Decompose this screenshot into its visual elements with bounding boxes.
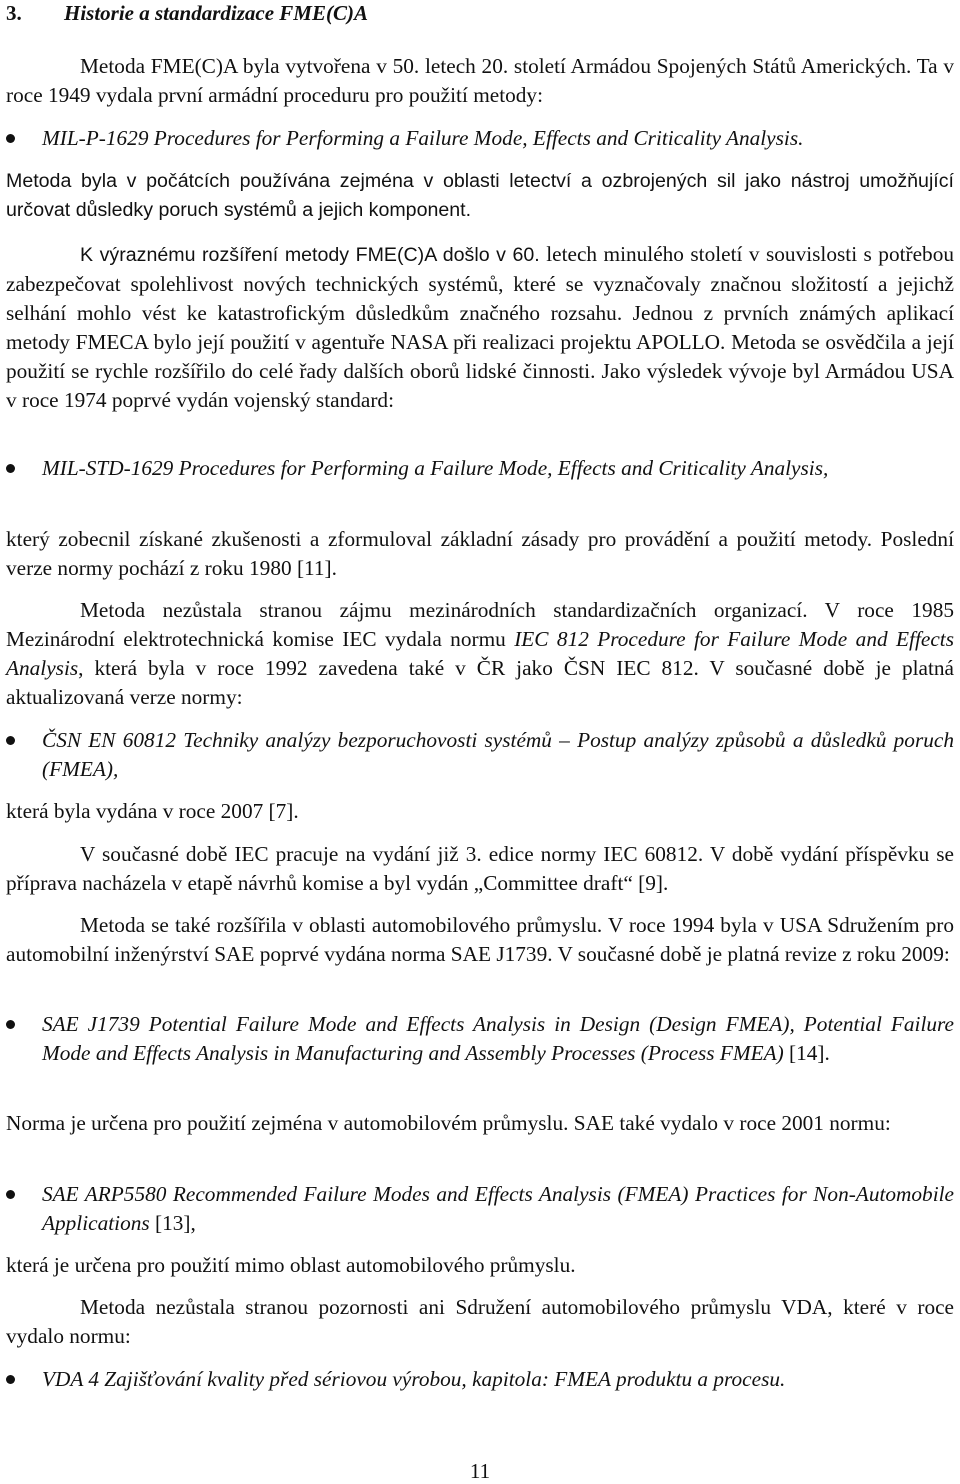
paragraph-expansion: [6, 240, 954, 415]
paragraph-iec-tail: , která byla v roce 1992 zavedena také v ČR jako ČSN IEC 812. V současné době je platná aktualizovaná verze normy:: [6, 656, 954, 709]
bullet-dot-icon: [6, 1190, 15, 1199]
bullet-dot-icon: [6, 134, 15, 143]
paragraph-sae-2001: Norma je určena pro použití zejména v automobilovém průmyslu. SAE také vydalo v roce 2001 normu:: [6, 1111, 891, 1135]
paragraph-early-use: Metoda byla v počátcích používána zejména v oblasti letectví a ozbrojených sil jako nástroj umožňující určovat důsledky poruch systémů a jejich komponent.: [6, 170, 954, 221]
paragraph-automotive: Metoda se také rozšířila v oblasti automobilového průmyslu. V roce 1994 byla v USA Sdružením pro automobilní inženýrství SAE poprvé vydána norma SAE J1739. V současné době je platná revize z roku 2009:: [6, 913, 954, 966]
paragraph-origin: Metoda FME(C)A byla vytvořena v 50. letech 20. století Armádou Spojených Států Amerických. Ta v roce 1949 vydala první armádní proceduru pro použití metody:: [6, 54, 954, 107]
bullet-text: [42, 1010, 954, 1068]
bullet-mil-std-1629: [6, 454, 954, 483]
paragraph-iec: [6, 596, 954, 712]
bullet-text: ČSN EN 60812 Techniky analýzy bezporuchovosti systémů – Postup analýzy způsobů a důsledků poruch (FMEA),: [42, 728, 954, 781]
paragraph-non-automotive: která je určena pro použití mimo oblast automobilového průmyslu.: [6, 1253, 576, 1277]
bullet-text: [42, 1180, 954, 1238]
bullet-text-title: SAE ARP5580 Recommended Failure Modes and Effects Analysis (FMEA) Practices for Non-Automobile Applications: [42, 1182, 954, 1235]
bullet-dot-icon: [6, 1375, 15, 1384]
bullet-dot-icon: [6, 736, 15, 745]
bullet-text: MIL-P-1629 Procedures for Performing a Failure Mode, Effects and Criticality Analysis.: [42, 126, 804, 150]
section-title: Historie a standardizace FME(C)A: [64, 1, 368, 25]
paragraph-vda: Metoda nezůstala stranou pozornosti ani Sdružení automobilového průmyslu VDA, které v roce vydalo normu:: [6, 1295, 954, 1348]
bullet-vda-4: [6, 1365, 954, 1394]
bullet-dot-icon: [6, 1020, 15, 1029]
paragraph-published-2007: která byla vydána v roce 2007 [7].: [6, 799, 299, 823]
bullet-text: VDA 4 Zajišťování kvality před sériovou výrobou, kapitola: FMEA produktu a procesu.: [42, 1367, 786, 1391]
bullet-mil-p-1629: [6, 124, 954, 153]
paragraph-generalized: který zobecnil získané zkušenosti a zformuloval základní zásady pro provádění a použití metody. Poslední verze normy pochází z roku 1980 [11].: [6, 527, 954, 580]
page-number: 11: [469, 1459, 491, 1483]
bullet-text: MIL-STD-1629 Procedures for Performing a Failure Mode, Effects and Criticality Analysis,: [42, 456, 829, 480]
bullet-text-ref: [13],: [149, 1211, 196, 1235]
paragraph-expansion-body: letech minulého století v souvislosti s potřebou zabezpečovat spolehlivost nových technických systémů, které se vyznačovaly značnou složitostí a jejichž selhání mohlo vést ke katastrofickým důsledkům značného rozsahu. Jednou z prvních známých aplikací metody FMECA bylo její použití v agentuře NASA při realizaci projektu APOLLO. Metoda se osvědčila a její použití se rychle rozšířilo do celé řady dalších oborů lidské činnosti. Jako výsledek vývoje byl Armádou USA v roce 1974 poprvé vydán vojenský standard:: [6, 242, 954, 412]
bullet-sae-j1739: [6, 1010, 954, 1068]
paragraph-iec-edition: V současné době IEC pracuje na vydání již 3. edice normy IEC 60812. V době vydání příspěvku se příprava nacházela v etapě návrhů komise a byl vydán „Committee draft“ [9].: [6, 842, 954, 895]
paragraph-iec-lead: Metoda nezůstala stranou zájmu mezinárodních standardizačních organizací. V roce 1985 Mezinárodní elektrotechnická komise IEC vydala normu: [6, 598, 954, 651]
bullet-csn-en-60812: [6, 726, 954, 784]
paragraph-iec-standard: IEC 812 Procedure for Failure Mode and Effects Analysis: [6, 627, 954, 680]
paragraph-expansion-lead: K výraznému rozšíření metody FME(C)A došlo v 60.: [80, 244, 540, 266]
bullet-text-title: SAE J1739 Potential Failure Mode and Effects Analysis in Design (Design FMEA), Potential Failure Mode and Effects Analysis in Manufacturing and Assembly Processes (Process FMEA): [42, 1012, 954, 1065]
bullet-sae-arp5580: [6, 1180, 954, 1238]
section-number: 3.: [6, 1, 22, 25]
section-heading: [6, 0, 368, 26]
bullet-text-ref: [14].: [783, 1041, 830, 1065]
bullet-dot-icon: [6, 464, 15, 473]
